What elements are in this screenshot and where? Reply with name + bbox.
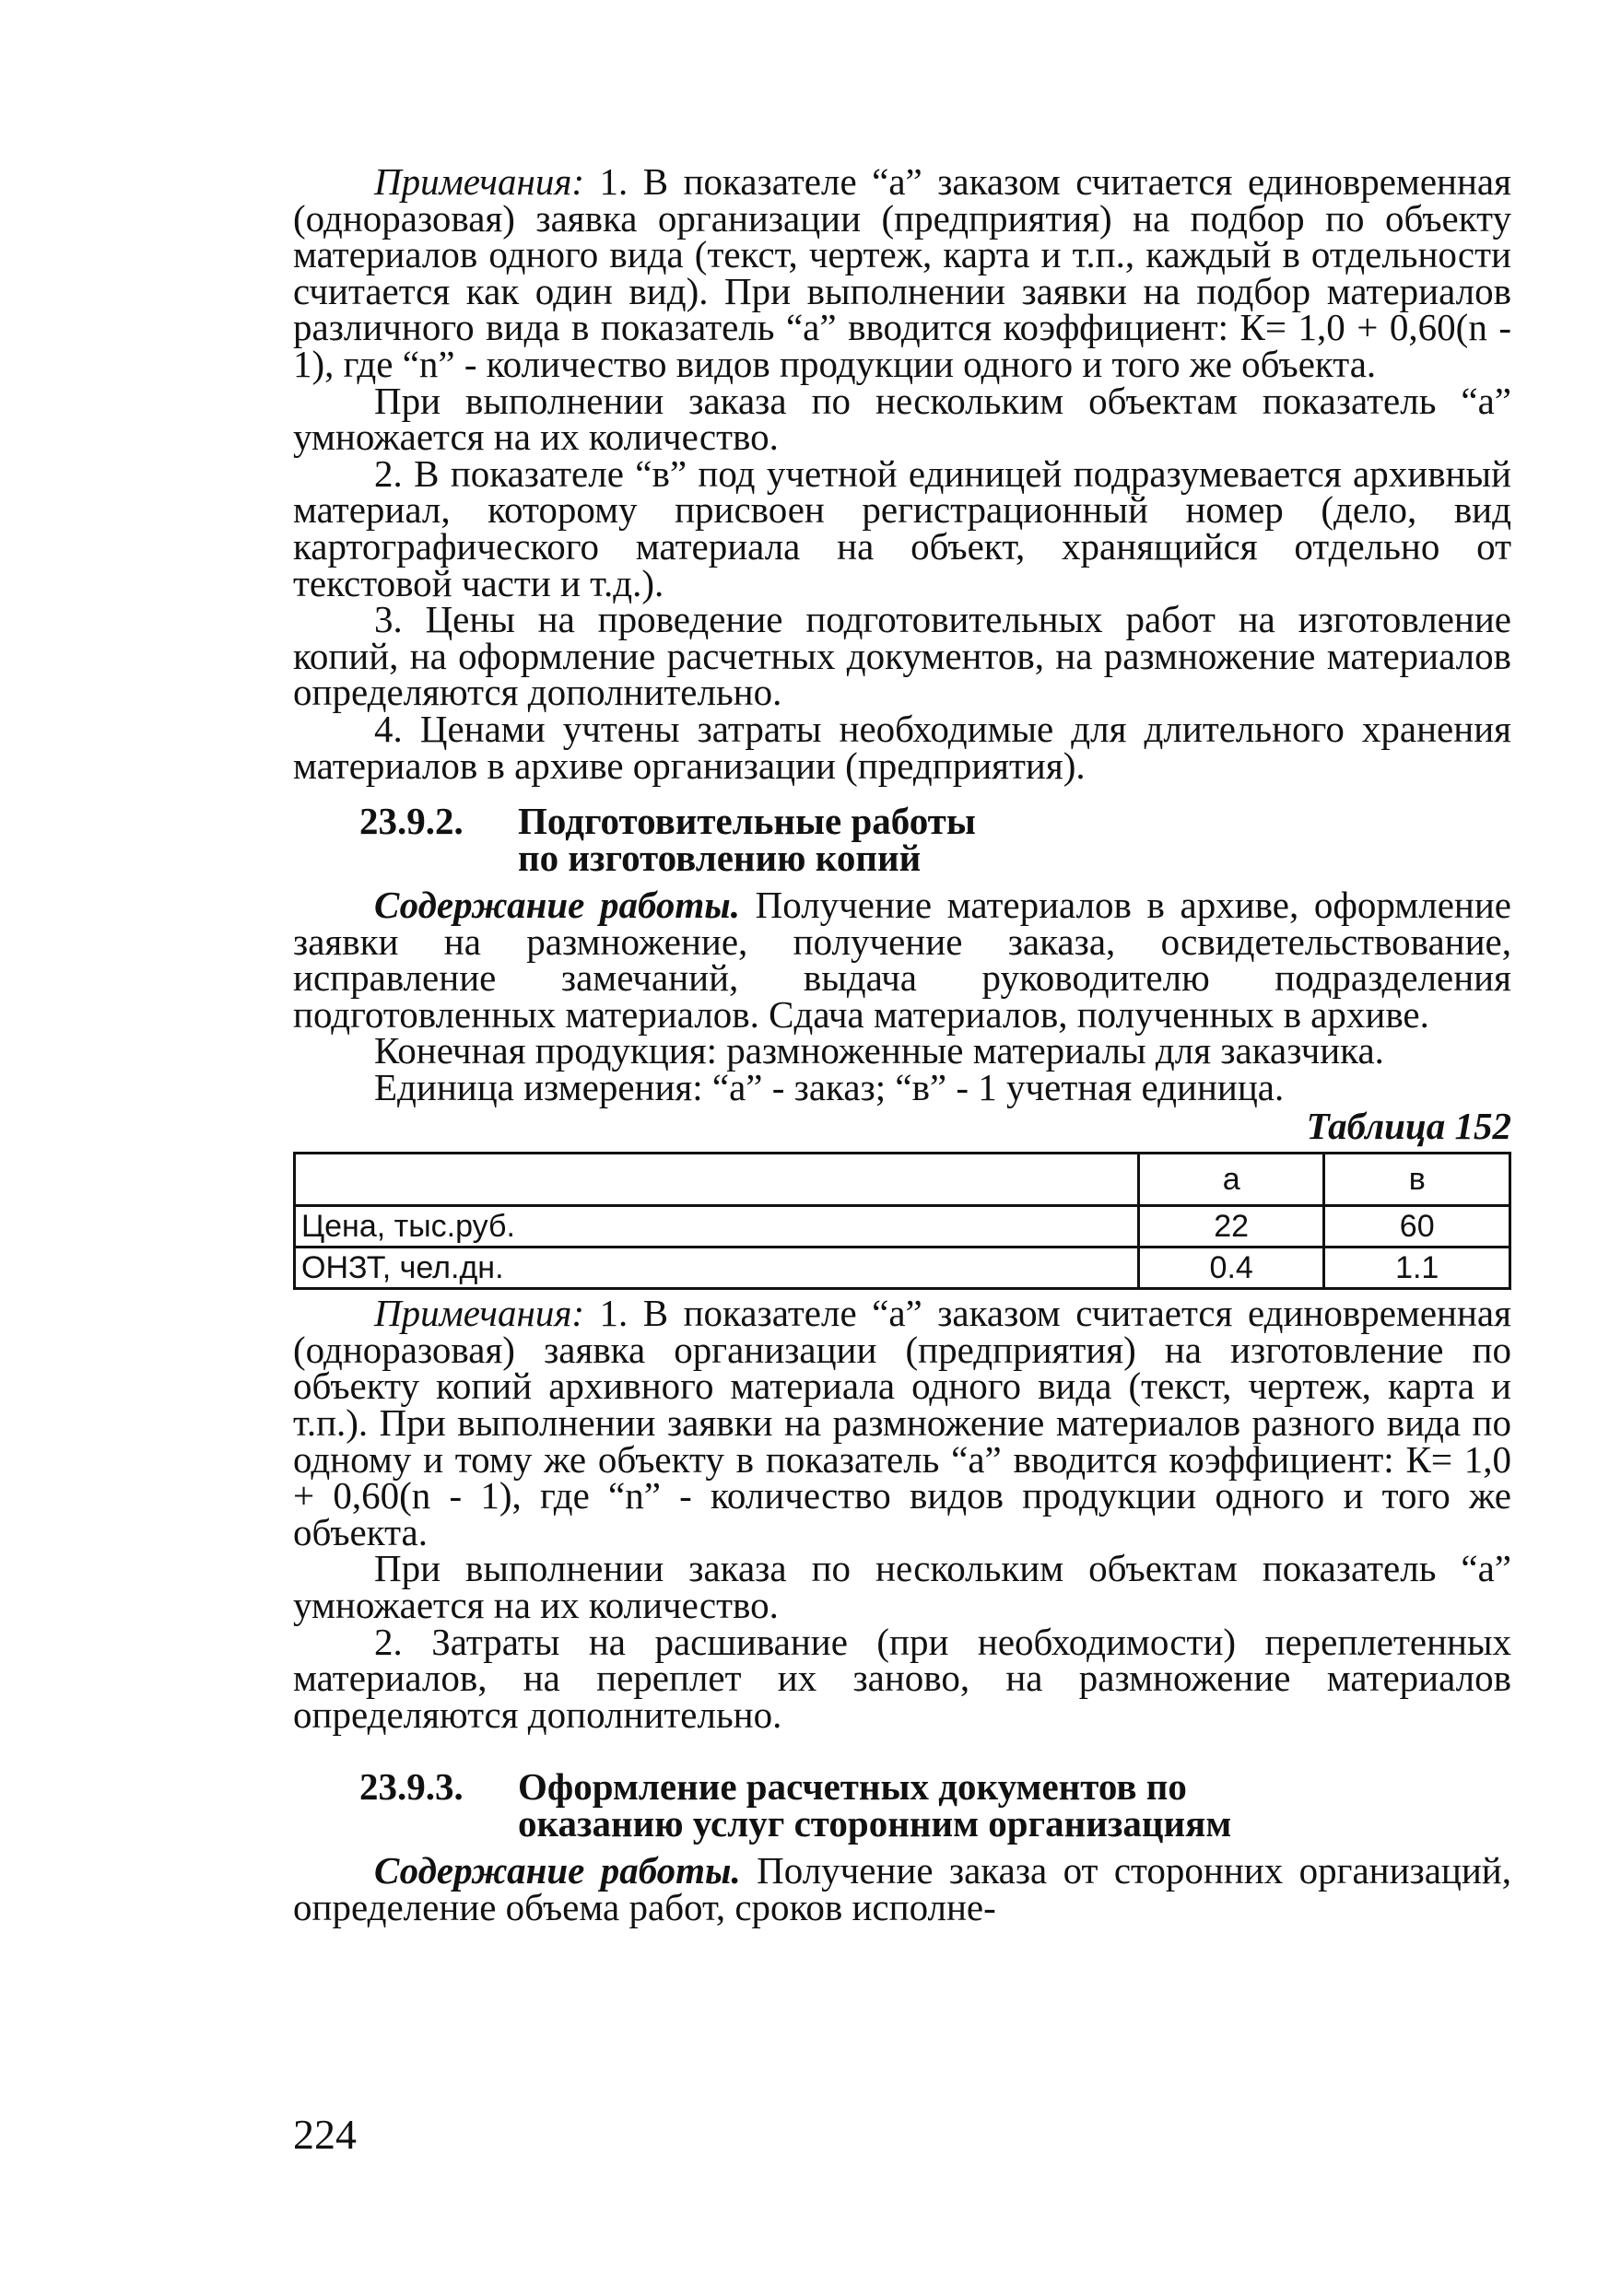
price-table	[293, 1152, 1511, 1290]
notes-paragraph	[293, 1292, 1511, 1553]
table-header-cell	[295, 1154, 1139, 1206]
table-cell: Цена, тыс.руб.	[295, 1206, 1139, 1248]
table-cell: ОНЗТ, чел.дн.	[295, 1248, 1139, 1289]
table-header-cell: в	[1324, 1154, 1510, 1206]
notes-paragraph: При выполнении заказа по нескольким объектам показатель “а” умножается на их количество.	[293, 1547, 1511, 1626]
notes-paragraph: 4. Ценами учтены затраты необходимые для длительного хранения материалов в архиве организации (предприятия).	[293, 707, 1511, 787]
notes-paragraph: 2. В показателе “в” под учетной единицей подразумевается архивный материал, которому присвоен регистрационный номер (дело, вид картографического материала на объект, хранящийся отдельно от текстовой части и т.д.).	[293, 451, 1511, 604]
section-number: 23.9.2.	[359, 800, 464, 843]
table-cell: 22	[1138, 1206, 1324, 1248]
unit-text: Единица измерения: “а” - заказ; “в” - 1 учетная единица.	[374, 1066, 1285, 1109]
table-row	[295, 1206, 1510, 1248]
section-heading-23-9-3	[293, 1765, 1511, 1845]
section-title-line2: по изготовлению копий	[518, 837, 922, 880]
section-gap	[293, 1733, 1511, 1750]
final-product-text: Конечная продукция: размноженные материалы для заказчика.	[374, 1029, 1384, 1072]
table-header-cell: а	[1138, 1154, 1324, 1206]
section-title-line1: Оформление расчетных документов по	[518, 1765, 1187, 1809]
content-text: Получение материалов в архиве, оформление заявки на размножение, получение заказа, освидетельствование, исправление замечаний, выдача руководителю подразделения подготовленных материалов. Сдача материалов, полученных в архиве.	[293, 884, 1511, 1036]
notes-paragraph: При выполнении заказа по нескольким объектам показатель “а” умножается на их количество.	[293, 379, 1511, 459]
content-label: Содержание работы.	[374, 884, 740, 927]
content-paragraph	[293, 1849, 1511, 1928]
notes-text: 1. В показателе “а” заказом считается единовременная (одноразовая) заявка организации (предприятия) на изготовление по объекту копий архивного материала одного вида (текст, чертеж, карта и т.п.). При выполнении заявки на размножение материалов разного вида по одному и тому же объекту в показатель “а” вводится коэффициент: К= 1,0 + 0,60(n - 1), где “n” - количество видов продукции одного и того же объекта.	[293, 1292, 1511, 1553]
table-header-row	[295, 1154, 1510, 1206]
table-cell: 1.1	[1324, 1248, 1510, 1289]
page-content	[293, 160, 1511, 1928]
section-title-line1: Подготовительные работы	[518, 800, 976, 843]
section-title-line2: оказанию услуг сторонним организациям	[518, 1802, 1232, 1845]
page-number: 224	[293, 2111, 357, 2158]
content-label: Содержание работы.	[374, 1849, 741, 1892]
notes-paragraph	[293, 160, 1511, 385]
section-heading-23-9-2	[293, 800, 1511, 880]
section-number: 23.9.3.	[359, 1765, 464, 1809]
table-cell: 0.4	[1138, 1248, 1324, 1289]
table-caption: Таблица 152	[1306, 1104, 1511, 1147]
table-cell: 60	[1324, 1206, 1510, 1248]
notes-paragraph: 2. Затраты на расшивание (при необходимости) переплетенных материалов, на переплет их заново, на размножение материалов определяются дополнительно.	[293, 1620, 1511, 1736]
notes-paragraph: 3. Цены на проведение подготовительных работ на изготовление копий, на оформление расчетных документов, на размножение материалов определяются дополнительно.	[293, 598, 1511, 714]
notes-label: Примечания:	[374, 160, 585, 203]
notes-text: 1. В показателе “а” заказом считается единовременная (одноразовая) заявка организации (предприятия) на подбор по объекту материалов одного вида (текст, чертеж, карта и т.п., каждый в отдельности считается как один вид). При выполнении заявки на подбор материалов различного вида в показатель “а” вводится коэффициент: К= 1,0 + 0,60(n - 1), где “n” - количество видов продукции одного и того же объекта.	[293, 160, 1511, 385]
table-row	[295, 1248, 1510, 1289]
content-paragraph	[293, 884, 1511, 1036]
notes-label: Примечания:	[374, 1292, 585, 1335]
content-text: Получение заказа от сторонних организаций, определение объема работ, сроков исполне-	[293, 1849, 1511, 1928]
